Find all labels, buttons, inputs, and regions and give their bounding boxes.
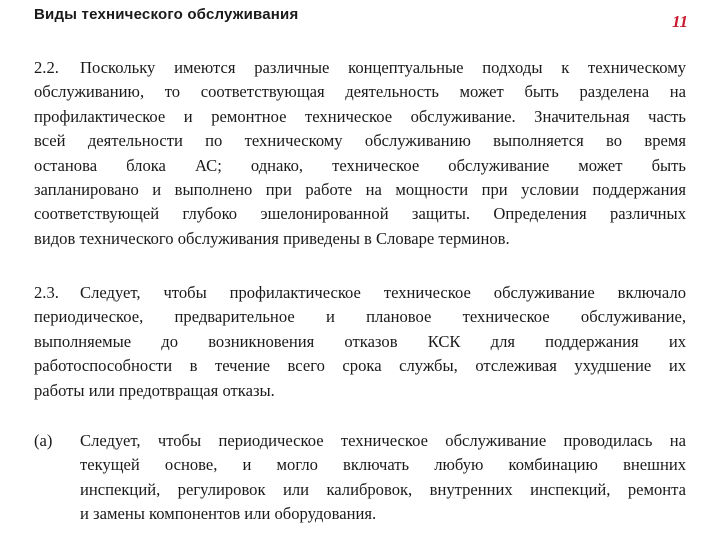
paragraph-number: 2.3.	[34, 283, 59, 302]
paragraph-line: инспекций, регулировок или калибровок, внутренних инспекций, ремонта	[80, 479, 686, 499]
paragraph-2-3	[34, 281, 686, 403]
page-title: Виды технического обслуживания	[34, 6, 299, 23]
paragraph-line: запланировано и выполнено при работе на мощности при условии поддержания	[34, 179, 686, 199]
paragraph-line: и замены компонентов или оборудования.	[80, 504, 377, 524]
paragraph-text: Следует, чтобы периодическое техническое обслуживание проводилась на	[80, 431, 686, 450]
paragraph-line	[34, 281, 686, 305]
paragraph-line: профилактическое и ремонтное техническое обслуживание. Значительная часть	[34, 106, 686, 126]
paragraph-text: Поскольку имеются различные концептуальные подходы к техническому	[80, 58, 686, 77]
paragraph-line	[34, 56, 686, 80]
paragraph-line: останова блока АС; однако, техническое обслуживание может быть	[34, 155, 686, 175]
paragraph-line: периодическое, предварительное и плановое техническое обслуживание,	[34, 307, 686, 327]
paragraph-line	[34, 429, 686, 453]
list-marker: (а)	[34, 431, 53, 450]
paragraph-line: работоспособности в течение всего срока службы, отслеживая ухудшение их	[34, 356, 686, 376]
paragraph-line: обслуживанию, то соответствующая деятельность может быть разделена на	[34, 82, 686, 102]
paragraph-text: Следует, чтобы профилактическое техническое обслуживание включало	[80, 283, 686, 302]
paragraph-2-2	[34, 56, 686, 251]
paragraph-line: видов технического обслуживания приведены в Словаре терминов.	[34, 228, 510, 248]
paragraph-line: выполняемые до возникновения отказов КСК для поддержания их	[34, 331, 686, 351]
paragraph-line: всей деятельности по техническому обслуживанию выполняется во время	[34, 131, 686, 151]
paragraph-line: соответствующей глубоко эшелонированной защиты. Определения различных	[34, 204, 686, 224]
paragraph-line: текущей основе, и могло включать любую комбинацию внешних	[80, 455, 686, 475]
paragraph-line: работы или предотвращая отказы.	[34, 380, 275, 400]
list-item-a	[34, 429, 686, 527]
paragraph-number: 2.2.	[34, 58, 59, 77]
page-number: 11	[672, 12, 689, 31]
